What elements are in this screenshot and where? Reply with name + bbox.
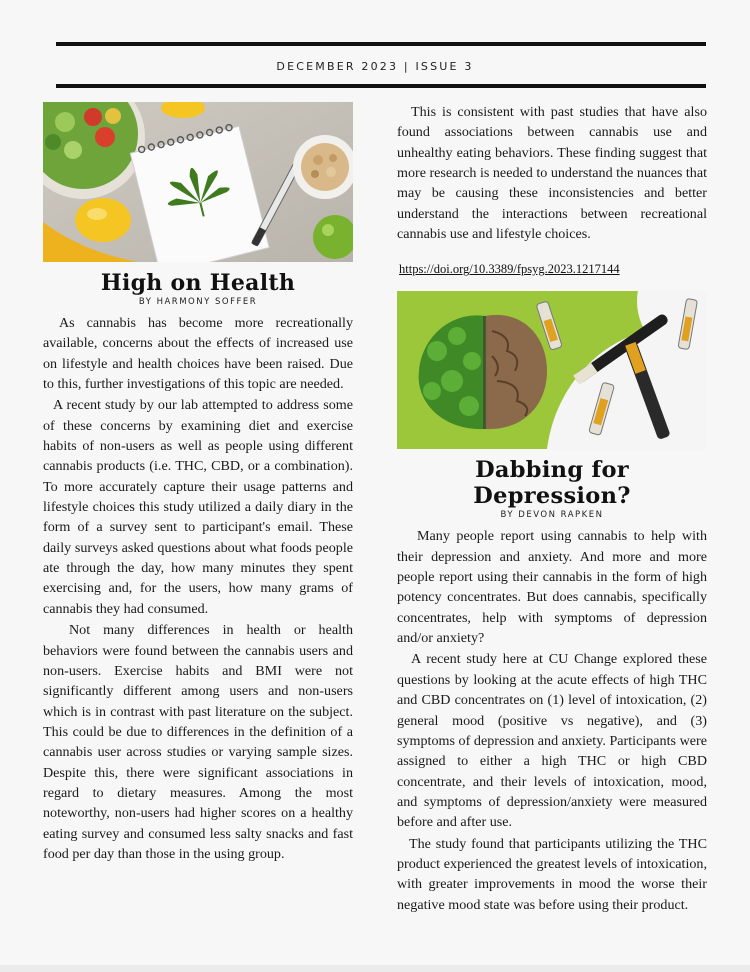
brain-vape-illustration — [397, 291, 707, 449]
bottom-rule — [56, 84, 706, 88]
top-rule — [56, 42, 706, 46]
left-column — [43, 102, 353, 864]
issue-line: DECEMBER 2023 | ISSUE 3 — [276, 60, 474, 73]
article2-title: Dabbing for Depression? — [473, 457, 631, 510]
article1-paragraph-3: Not many differences in health or health behaviors were found between the cannabis users and non-users. Exercise habits and BMI were not significantly different among users and non-users which is in contrast with past literature on the subject. This could be due to differences in the definition of a cannabis user across studies or varying sample sizes. Despite this, there were significant associations in regard to dietary measures. Among the most noteworthy, non-users had higher scores on a healthy eating survey and consumed less salty snacks and fast food per day than those in the using group. — [43, 622, 353, 862]
food-cannabis-photo — [43, 102, 353, 262]
doi-link[interactable]: https://doi.org/10.3389/fpsyg.2023.1217144 — [399, 262, 620, 277]
article2-byline: BY DEVON RAPKEN — [500, 510, 604, 521]
article1-paragraph-1: As cannabis has become more recreationally available, concerns about the effects of increased use on lifestyle and health choices have been raised. Due to this, further investigations of this topic are needed. — [43, 315, 353, 393]
brain-vape-cartridges-photo — [397, 291, 707, 449]
article1-paragraph-2: A recent study by our lab attempted to address some of these concerns by examining diet and exercise habits of non-users as well as people using different cannabis products (i.e. THC, CBD, or a combination). To more accurately capture their usage patterns and lifestyle choices this study utilized a daily diary in the form of a survey sent to participant's email. These daily surveys asked questions about what foods people ate through the day, how many minutes they spent exercising and, for the users, how many grams of cannabis they had consumed. — [43, 397, 353, 617]
article1-continuation: This is consistent with past studies that have also found associations between cannabis use and unhealthy eating behaviors. These finding suggest that more research is needed to understand the nuances that may be causing these inconsistencies and better understand the interactions between recreational cannabis use and lifestyle choices. — [397, 104, 707, 243]
article2-paragraph-1: Many people report using cannabis to help with their depression and anxiety. And more and more people report using their cannabis in the form of high potency concentrates. But does cannabis, specifically concentrates, help with symptoms of depression and/or anxiety? — [397, 528, 707, 647]
article2-paragraph-2: A recent study here at CU Change explored these questions by looking at the acute effects of high THC and CBD concentrates on (1) level of intoxication, (2) general mood (positive vs negative), and (3) symptoms of depression and anxiety. Participants were assigned to either a high THC or high CBD concentrate, and their levels of intoxication, mood, and symptoms of depression/anxiety were measured before and after use. — [397, 651, 707, 831]
article2-paragraph-3: The study found that participants utilizing the THC product experienced the greatest levels of intoxication, with greater improvements in mood the worse their negative mood state was before using their product. — [397, 835, 707, 913]
article1-title: High on Health — [100, 270, 296, 296]
food-cannabis-illustration — [43, 102, 353, 262]
right-column — [397, 102, 707, 915]
article1-byline: BY HARMONY SOFFER — [138, 297, 258, 307]
